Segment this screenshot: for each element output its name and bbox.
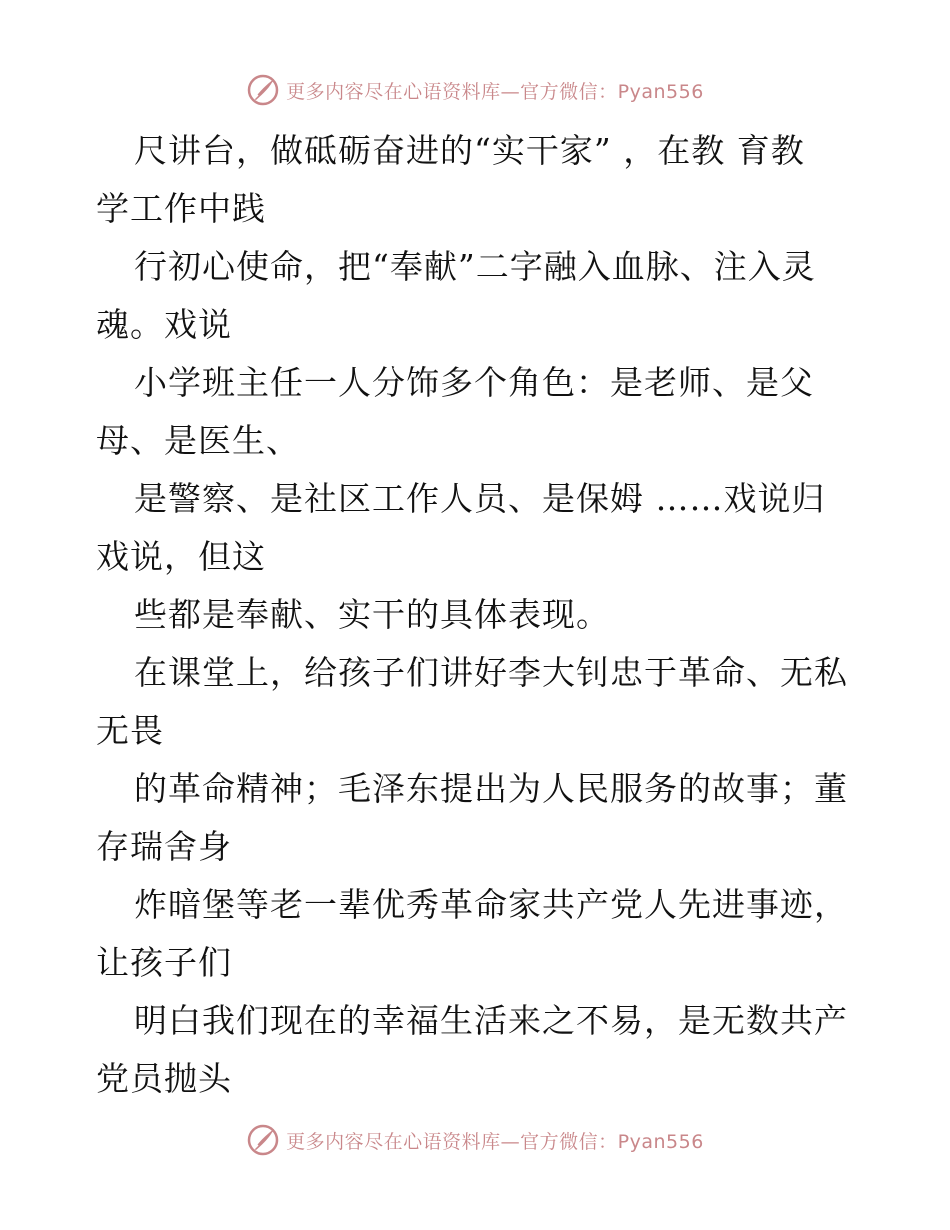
document-body [96, 122, 866, 1108]
text-line: 炸暗堡等老一辈优秀革命家共产党人先进事迹， [134, 885, 848, 924]
text-line: 魂。戏说 [96, 305, 232, 344]
text-line: 尺讲台，做砥砺奋进的“实干家” ，在教 育教 [134, 131, 805, 170]
text-line: 无畏 [96, 711, 164, 750]
footer-watermark [0, 1120, 950, 1160]
text-line: 让孩子们 [96, 943, 232, 982]
text-line: 学工作中践 [96, 189, 266, 228]
text-line: 在课堂上，给孩子们讲好李大钊忠于革命、无私 [134, 653, 848, 692]
watermark-text: 更多内容尽在心语资料库—官方微信：Pyan556 [286, 80, 704, 103]
text-line: 母、是医生、 [96, 421, 300, 460]
watermark-text: 更多内容尽在心语资料库—官方微信：Pyan556 [286, 1130, 704, 1153]
text-line: 戏说，但这 [96, 537, 266, 576]
text-line: 些都是奉献、实干的具体表现。 [134, 595, 610, 634]
quill-logo-icon [246, 73, 280, 107]
text-line: 明白我们现在的幸福生活来之不易，是无数共产 [134, 1001, 848, 1040]
text-line: 党员抛头 [96, 1059, 232, 1098]
text-line: 是警察、是社区工作人员、是保姆 ……戏说归 [134, 479, 826, 518]
text-line: 行初心使命，把“奉献”二字融入血脉、注入灵 [134, 247, 816, 286]
text-line: 的革命精神；毛泽东提出为人民服务的故事；董 [134, 769, 848, 808]
text-line: 存瑞舍身 [96, 827, 232, 866]
text-line: 小学班主任一人分饰多个角色：是老师、是父 [134, 363, 814, 402]
header-watermark [0, 70, 950, 110]
quill-logo-icon [246, 1123, 280, 1157]
